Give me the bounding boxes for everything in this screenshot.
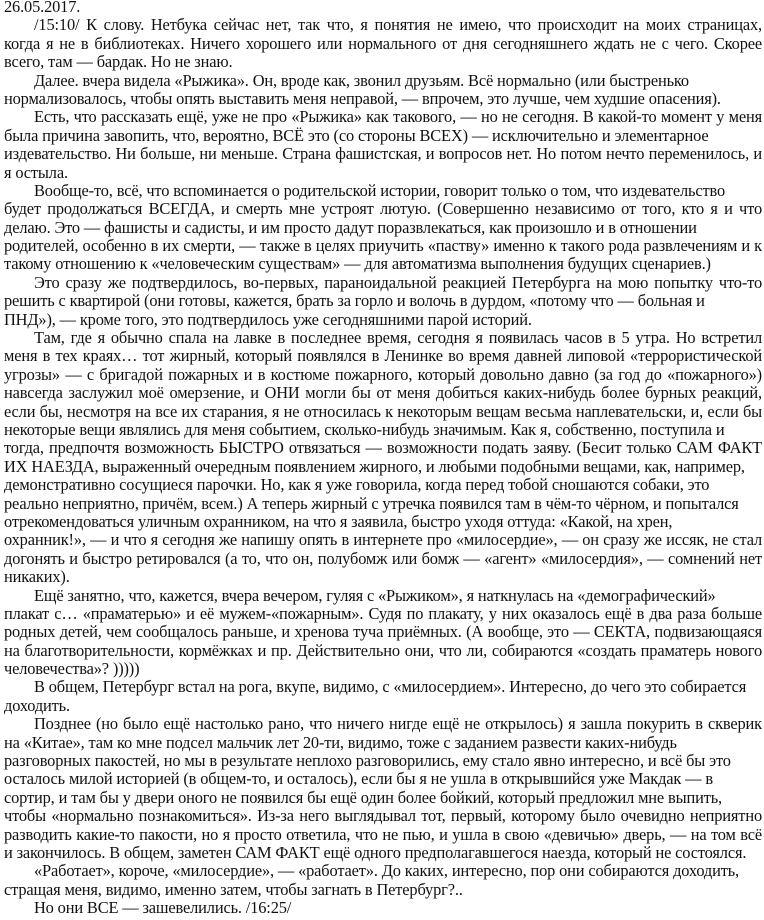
text-line: демонстративно сосущиеся парочки. Но, как я уже говорила, когда перед тобой сношаются собаки, это bbox=[4, 475, 710, 495]
paragraph-first-line: Но они ВСЕ — зашевелились. /16:25/ bbox=[34, 898, 292, 918]
text-line: плакат с… «праматерью» и её мужем-«пожарным». Судя по плакату, у них оказалось ещё в два раза больше bbox=[4, 604, 762, 623]
paragraph-first-line: В общем, Петербург встал на рога, вкупе, видимо, с «милосердием». Интересно, до чего это собирается bbox=[34, 677, 747, 697]
text-line: была причина завопить, что, вероятно, ВСЁ это (со стороны ВСЕХ) — исключительно и элементарное bbox=[4, 125, 709, 145]
paragraph-first-line: Там, где я обычно спала на лавке в последнее время, сегодня я появилась часов в 5 утра. Но встретил bbox=[34, 329, 762, 348]
text-line: стращая меня, видимо, именно затем, чтобы загнать в Петербург?.. bbox=[4, 879, 463, 899]
document-date: 26.05.2017. bbox=[4, 0, 81, 16]
text-line: на «Китае», там ко мне подсел мальчик лет 20-ти, видимо, тоже с заданием развести каких-нибудь bbox=[4, 732, 677, 752]
text-line: нормализовалось, чтобы опять выставить меня неправой, — впрочем, это лучше, чем худшие опасения). bbox=[4, 88, 721, 108]
text-line: если бы, несмотря на все их старания, я не относилась к некоторым вещам весьма наплевательски, и, если бы bbox=[4, 402, 762, 421]
text-line: разговорных пакостей, но мы в результате неплохо разговорились, ему стало явно интересно, и всё бы это bbox=[4, 751, 731, 771]
text-line: всего, там — бардак. Но не знаю. bbox=[4, 52, 233, 72]
paragraph-first-line: Позднее (но было ещё настолько рано, что ничего нигде ещё не открылось) я зашла покурить в скверик bbox=[34, 715, 762, 734]
text-line: доходить. bbox=[4, 695, 70, 715]
text-line: меня в тех краях… тот жирный, который появлялся в Ленинке во время давней липовой «террористической bbox=[4, 347, 762, 366]
paragraph-first-line: Ещё занятно, что, кажется, вчера вечером, гуляя с «Рыжиком», я наткнулась на «демографический» bbox=[34, 585, 716, 605]
text-line: такому отношению к «человеческим существам» — для автоматизма выполнения будущих сценариев.) bbox=[4, 254, 711, 274]
paragraph-first-line: Вообще-то, всё, что вспоминается о родительской истории, говорит только о том, что издевательство bbox=[34, 180, 726, 200]
text-line: отрекомендоваться уличным охранником, на что я заявила, быстро уходя оттуда: «Какой, на хрен, bbox=[4, 511, 673, 531]
text-line: охранник!», — и что я сегодня же напишу опять в интернете про «милосердие», — он сразу же иссяк, не стал bbox=[4, 531, 762, 550]
text-line: сортир, и там бы у двери оного не появился бы ещё один более бойкий, который предложил мне выпить, bbox=[4, 787, 722, 807]
text-line: на благотворительности, кормёжках и пр. Действительно они, что ли, собираются «создать праматерь нового bbox=[4, 641, 762, 660]
text-line: догонять и быстро ретировался (а то, что он, полубомж или бомж — «агент» «милосердия», — сомнений нет bbox=[4, 549, 762, 568]
paragraph-first-line: «Работает», короче, «милосердие», — «работает». До каких, интересно, пор они собираются доходить, bbox=[34, 861, 739, 881]
text-line: некоторые вещи являлись для меня событием, сколько-нибудь значимым. Как я, собственно, поступила и bbox=[4, 419, 725, 439]
paragraph-first-line: Есть, что рассказать ещё, уже не про «Рыжика» как такового, — но не сегодня. В какой-то момент у меня bbox=[34, 108, 762, 127]
text-line: осталось милой историей (в общем-то, и осталось), если бы я не ушла в открывшийся уже Макдак — в bbox=[4, 769, 713, 789]
text-line: родных детей, чем сообщалось раньше, и хренова туча приёмных. (А вообще, это — СЕКТА, подвизающаяся bbox=[4, 623, 762, 642]
text-line: разводить какие-то пакости, но я просто ответила, что не пью, и ушла в свою «девичью» дверь, — на том всё bbox=[4, 825, 762, 844]
text-line: навсегда заслужил моё омерзение, и ОНИ могли бы от меня добиться каких-нибудь более бурных реакций, bbox=[4, 384, 762, 403]
text-line: человечества»? ))))) bbox=[4, 659, 140, 679]
text-line: чтобы «нормально познакомиться». Из-за него выглядывал тот, первый, которому было очевидно неприятно bbox=[4, 807, 762, 826]
text-line: решить с квартирой (они готовы, кажется, брать за горло и волочь в дурдом, «потому что — больная и bbox=[4, 291, 705, 311]
text-line: будет продолжаться ВСЕГДА, и смерть мне устроят лютую. (Совершенно независимо от того, кто я и что bbox=[4, 200, 762, 219]
paragraph-first-line: Далее. вчера видела «Рыжика». Он, вроде как, звонил друзьям. Всё нормально (или быстренько bbox=[34, 70, 689, 90]
text-line: родителей, особенно в их смерти, — также в целях приучить «паству» именно к такого рода развлечениям и к bbox=[4, 237, 762, 256]
text-line: и закончилось. В общем, заметен САМ ФАКТ ещё одного предполагавшегося наезда, который не состоялся. bbox=[4, 842, 747, 862]
text-line: никаких). bbox=[4, 567, 70, 587]
text-line: делаю. Это — фашисты и садисты, и им просто дадут поразвлекаться, как произошло и в отношении bbox=[4, 217, 697, 237]
text-line: реально неприятно, причём, всем.) А теперь жирный с утречка появился там в чём-то чёрном, и попытался bbox=[4, 493, 739, 513]
text-line: я остыла. bbox=[4, 162, 68, 182]
text-line: угрозы» — с бригадой пожарных и в костюме пожарного, который довольно давно (за год до «пожарного») bbox=[4, 365, 762, 384]
text-line: издевательство. Ни больше, ни меньше. Страна фашистская, и вопросов нет. Но потом нечто переменилось, и bbox=[4, 145, 762, 164]
text-line: когда я не в библиотеках. Ничего хорошего или нормального от дня сегодняшнего ждать не с чего. Скорее bbox=[4, 34, 762, 53]
paragraph-first-line: /15:10/ К слову. Нетбука сейчас нет, так что, я понятия не имею, что происходит на моих страницах, bbox=[34, 16, 762, 35]
text-line: тогда, предпочтя возможность БЫСТРО отвязаться — возможности подать заяву. (Бесит только САМ ФАКТ bbox=[4, 439, 762, 458]
document bbox=[4, 0, 762, 918]
text-line: ПНД»), — кроме того, это подтвердилось уже сегодняшними парой историй. bbox=[4, 309, 532, 329]
paragraph-first-line: Это сразу же подтвердилось, во-первых, параноидальной реакцией Петербурга на мою попытку что-то bbox=[34, 273, 762, 292]
text-line: ИХ НАЕЗДА, выраженный очередным появлением жирного, и любыми подобными вещами, как, например, bbox=[4, 456, 745, 476]
